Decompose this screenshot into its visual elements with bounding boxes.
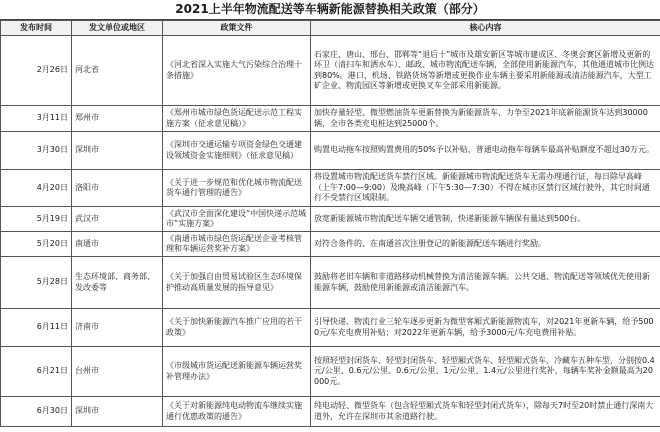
cell-unit <box>72 257 163 309</box>
cell-policy <box>163 132 311 170</box>
document-title: 2021上半年物流配送等车辆新能源替换相关政策（部分） <box>0 0 660 20</box>
cell-content-text: 购置电动拖车按照购置费用的50%予以补贴，普通电动拖车每辆车最高补贴额度不超过30万元。 <box>314 145 654 155</box>
table-row <box>1 257 660 309</box>
cell-date: 4月20日 <box>1 170 72 207</box>
table-row <box>1 36 660 106</box>
cell-policy-text: 《关于对新能源纯电动物流车继续实施通行优惠政策的通告》 <box>166 401 302 421</box>
cell-content <box>311 397 660 427</box>
cell-date: 3月30日 <box>1 132 72 170</box>
cell-unit: 台州市 <box>72 347 163 397</box>
cell-policy <box>163 257 311 309</box>
cell-date: 6月30日 <box>1 397 72 427</box>
header-date: 发布时间 <box>1 21 72 36</box>
cell-policy <box>163 347 311 397</box>
cell-unit-text: 生态环境部、商务部、发改委等 <box>75 272 155 292</box>
cell-date: 5月28日 <box>1 257 72 309</box>
cell-unit: 深圳市 <box>72 132 163 170</box>
table-row <box>1 207 660 232</box>
cell-content <box>311 170 660 207</box>
cell-content-text: 将设置城市物流配送货车禁行区域。新能源城市物流配送货车无需办理通行证，每日除早高峰（上午7:00—9:00）及晚高峰（下午5:30—7:30）不得在城市区禁行区域行驶外，其它时间通行不受禁行区域限制。 <box>314 172 650 203</box>
cell-unit: 洛阳市 <box>72 170 163 207</box>
cell-content-text: 按照轻型封闭货车、轻型封闭货车、轻型厢式货车、轻型厢式货车、冷藏车五种车型，分别按0.4元/公里、0.6元/公里、0.6元/公里、1元/公里、1.4元/公里进行奖补，每辆车奖补金额最高为20000元。 <box>314 355 655 386</box>
cell-unit: 济南市 <box>72 309 163 347</box>
cell-content <box>311 36 660 106</box>
table-row <box>1 106 660 132</box>
cell-policy-text: 《河北省深入实施大气污染综合治理十条措施》 <box>166 60 302 80</box>
cell-unit: 南通市 <box>72 232 163 257</box>
cell-content-text: 对符合条件的、在南通首次注册登记的新能源配送车辆进行奖励。 <box>314 238 546 248</box>
cell-policy-text: 《郑州市城市绿色货运配送示范工程实施方案（征求意见稿）》 <box>166 108 302 128</box>
cell-content <box>311 257 660 309</box>
table-row <box>1 309 660 347</box>
header-policy: 政策文件 <box>163 21 311 36</box>
table-row <box>1 347 660 397</box>
cell-content-text: 纯电动轻、微型货车（包含轻型厢式货车和轻型封闭式货车），除每天7时至20时禁止通行深南大道外，允许在深圳市其余道路行驶。 <box>314 401 654 421</box>
cell-content-text: 加快存量轻型、微型燃油货车更新替换为新能源货车，力争至2021年底新能源货车达到30000辆，全市各类充电桩达到25000个。 <box>314 108 648 128</box>
cell-policy-text: 《关于加快新能源汽车推广应用的若干政策》 <box>166 317 302 337</box>
cell-unit: 武汉市 <box>72 207 163 232</box>
cell-policy <box>163 232 311 257</box>
cell-policy <box>163 170 311 207</box>
cell-content <box>311 347 660 397</box>
cell-policy <box>163 106 311 132</box>
cell-policy <box>163 207 311 232</box>
cell-date: 2月26日 <box>1 36 72 106</box>
cell-date: 6月11日 <box>1 309 72 347</box>
cell-policy-text: 《关于进一步规范和优化城市物流配送货车通行管理的通告》 <box>166 177 302 197</box>
cell-date: 6月21日 <box>1 347 72 397</box>
cell-policy-text: 《市级城市货运配送新能源车辆运营奖补管理办法》 <box>166 361 302 381</box>
cell-unit: 河北省 <box>72 36 163 106</box>
cell-policy <box>163 309 311 347</box>
header-content: 核心内容 <box>311 21 660 36</box>
cell-policy-text: 《南通市城市绿色货运配送企业考核管理和车辆运营奖补方案》 <box>166 233 302 253</box>
cell-unit: 深圳市 <box>72 397 163 427</box>
cell-date: 5月20日 <box>1 232 72 257</box>
table-row <box>1 232 660 257</box>
cell-content <box>311 232 660 257</box>
table-row <box>1 132 660 170</box>
cell-policy-text: 《武汉市全面深化建设“中国快递示范城市”实施方案》 <box>166 208 307 228</box>
cell-content <box>311 207 660 232</box>
cell-content <box>311 132 660 170</box>
cell-content <box>311 106 660 132</box>
cell-policy <box>163 36 311 106</box>
table-row <box>1 170 660 207</box>
cell-policy-text: 《深圳市交通运输专项资金绿色交通建设领域资金实施细则》（征求意见稿） <box>166 140 302 160</box>
cell-date: 3月11日 <box>1 106 72 132</box>
cell-content-text: 鼓励将老旧车辆和非道路移动机械替换为清洁能源车辆。公共交通、物流配送等领域优先使用新能源车辆，鼓励使用新能源或清洁能源汽车。 <box>314 272 650 292</box>
cell-content-text: 引导快递、物流行业三轮车逐步更新为微型客厢式新能源物流车，对2021年更新车辆，给予5000元/车充电费用补贴；对2022年更新车辆，给予3000元/车充电费用补贴。 <box>314 317 654 337</box>
cell-policy <box>163 397 311 427</box>
table-row <box>1 397 660 427</box>
cell-date: 5月19日 <box>1 207 72 232</box>
cell-unit: 郑州市 <box>72 106 163 132</box>
policy-table <box>0 20 660 427</box>
cell-content-text: 石家庄、唐山、邢台、邯郸等“退后十”城市及雄安新区等城市建成区、冬奥会赛区新增及更新的环卫（清扫车和洒水车）、邮政、城市物流配送车辆，全部使用新能源汽车，其他通道城市比例达到80%。港口、机场、铁路货场等新增或更换作业车辆主要采用新能源或清洁能源汽车，大型工矿企业、物流园区等新增或更换叉车全部采用新能源。 <box>314 49 654 90</box>
table-header-row <box>1 21 660 36</box>
cell-policy-text: 《关于加强自由贸易试验区生态环境保护推动高质量发展的指导意见》 <box>166 272 302 292</box>
cell-content <box>311 309 660 347</box>
header-unit: 发文单位或地区 <box>72 21 163 36</box>
cell-content-text: 放宽新能源城市物流配送车辆交通管制，快递新能源车辆保有量达到500台。 <box>314 213 586 223</box>
